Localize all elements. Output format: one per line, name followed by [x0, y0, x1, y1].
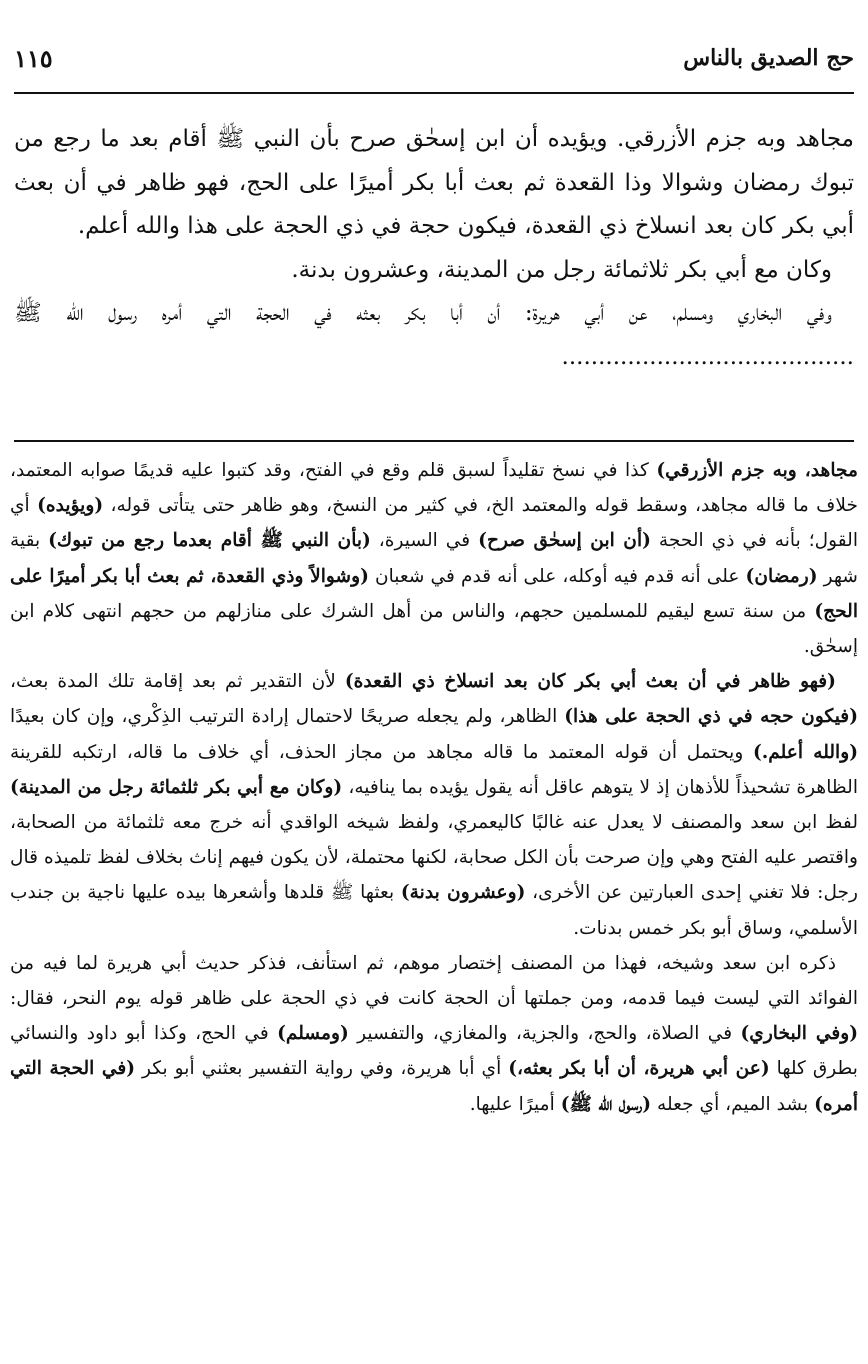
commentary-run: في الصلاة، والحج، والجزية، والمغازي، والتفسير — [348, 1023, 741, 1045]
header-rule — [14, 92, 854, 94]
commentary-run: بعثها ﷺ قلدها وأشعرها بيده عليها ناجية بن جندب الأسلمي، وساق أبو بكر خمس بدنات. — [10, 882, 858, 939]
quoted-main-text: (بأن النبي ﷺ أقام بعدما رجع من تبوك) — [48, 530, 371, 552]
quoted-main-text: (وعشرون بدنة) — [400, 882, 526, 904]
commentary-run: من سنة تسع ليقيم للمسلمين حجهم، والناس من أهل الشرك على منازلهم من حجهم انتهى كلام ابن إسحٰق. — [10, 600, 858, 658]
commentary-run: بشد الميم، أي جعله — [651, 1093, 815, 1115]
quoted-main-text: (فهو ظاهر في أن بعث أبي بكر كان بعد انسلاخ ذي القعدة) — [344, 671, 836, 693]
quoted-main-text: (رسول الله ﷺ) — [560, 1093, 652, 1115]
commentary-run: لفظ ابن سعد والمصنف لا يعدل عنه غالبًا كاليعمري، ولفظ شيخه الواقدي أنه خرج معه ثلثمائة من الصحابة، واقتصر عليه الفتح وهي وإن صرحت بأن الكل صحابة، لكنها محتملة، لأن يكون فيهم إناث بخلاف لفظ تلميذه قال رجل: فلا تغني إحدى العبارتين عن الأخرى، — [10, 812, 859, 904]
quoted-main-text: (رمضان) — [745, 565, 818, 587]
quoted-main-text: (أن ابن إسحٰق صرح) — [478, 530, 651, 552]
commentary-run: أميرًا عليها. — [469, 1093, 561, 1115]
quoted-main-text: (في الحجة التي أمره) — [10, 1058, 858, 1115]
quoted-main-text: (فيكون حجه في ذي الحجة على هذا) — [564, 706, 858, 728]
commentary-run: لأن التقدير ثم بعد إقامة تلك المدة بعث، — [10, 671, 345, 693]
commentary-paragraph-2 — [10, 664, 858, 946]
main-paragraph-1: مجاهد وبه جزم الأزرقي. ويؤيده أن ابن إسحٰق صرح بأن النبي ﷺ أقام بعد ما رجع من تبوك رمضان وشوالا وذا القعدة ثم بعث أبا بكر أميرًا على الحج، فهو ظاهر في أن بعث أبي بكر كان بعد انسلاخ ذي القعدة، فيكون حجة في ذي الحجة على هذا والله أعلم. — [14, 126, 854, 239]
main-paragraph-3 — [14, 292, 854, 379]
main-paragraph-2: وكان مع أبي بكر ثلاثمائة رجل من المدينة، وعشرون بدنة. — [291, 256, 832, 283]
quoted-main-text: (وفي البخاري) — [740, 1023, 858, 1045]
quoted-main-text: مجاهد، وبه جزم الأزرقي) — [656, 460, 858, 481]
quoted-main-text: (وكان مع أبي بكر ثلثمائة رجل من المدينة) — [10, 776, 343, 798]
quoted-main-text: (عن أبي هريرة، أن أبا بكر بعثه،) — [508, 1058, 770, 1080]
commentary-run: أي أبا هريرة، وفي رواية التفسير بعثني أبو بكر — [135, 1058, 509, 1080]
separator-rule — [14, 440, 854, 442]
commentary-run: على أنه قدم فيه أوكله، على أنه قدم في شعبان — [368, 565, 746, 587]
commentary-run: ذكره ابن سعد وشيخه، فهذا من المصنف إختصار موهم، ثم استأنف، فذكر حديث أبي هريرة لما فيه من الفوائد التي ليست فيما قدمه، ومن جملتها أن الحجة كانت في ذي الحجة على ظاهر قوله يوم النحر، فقال: — [10, 952, 858, 1010]
commentary-paragraph-1 — [10, 453, 858, 664]
quoted-main-text: (ويؤيده) — [37, 495, 104, 517]
quoted-main-text: (وشوالاً وذي القعدة، ثم بعث أبا بكر أميرًا على الحج) — [10, 565, 858, 622]
commentary-run: بقية شهر — [10, 530, 858, 587]
commentary-run: كذا في نسخ تقليداً لسبق قلم وقع في الفتح، وقد كتبوا عليه قديمًا صوابه المعتمد، خلاف ما قاله مجاهد، وسقط قوله والمعتمد الخ، في كثير من النسخ، وهو ظاهر حتى يتأتى قوله، — [10, 460, 858, 517]
commentary-paragraph-3 — [10, 946, 858, 1122]
continuation-dots: ........................................ — [561, 343, 854, 370]
quoted-main-text: (والله أعلم.) — [752, 741, 858, 763]
commentary-run: الظاهر، ولم يجعله صريحًا لاحتمال إرادة الترتيب الذِكْري، وإن كان بعيدًا — [10, 706, 565, 728]
page-header — [14, 36, 854, 80]
commentary-run: في السيرة، — [370, 530, 479, 552]
page-number: ١١٥ — [14, 43, 53, 73]
main-paragraph-3-text: وفي البخاري ومسلم، عن أبي هريرة: أن أبا بكر بعثه في الحجة التي أمره رسول الله ﷺ — [14, 300, 832, 326]
main-text — [14, 118, 854, 379]
running-title: حج الصديق بالناس — [683, 45, 854, 71]
commentary-run: ويحتمل أن قوله المعتمد ما قاله مجاهد من مجاز الحذف، أي خلاف ما قاله، ارتكبه للقرينة الظاهرة تشحيذاً للأذهان إذ لا يتوهم عاقل أنه يقول يؤيده بما ينافيه، — [10, 741, 858, 798]
commentary-text — [10, 453, 858, 1122]
commentary-run: أي القول؛ بأنه في ذي الحجة — [10, 495, 858, 552]
commentary-run: في الحج، وكذا أبو داود والنسائي بطرق كلها — [10, 1023, 858, 1080]
quoted-main-text: (ومسلم) — [277, 1023, 349, 1045]
